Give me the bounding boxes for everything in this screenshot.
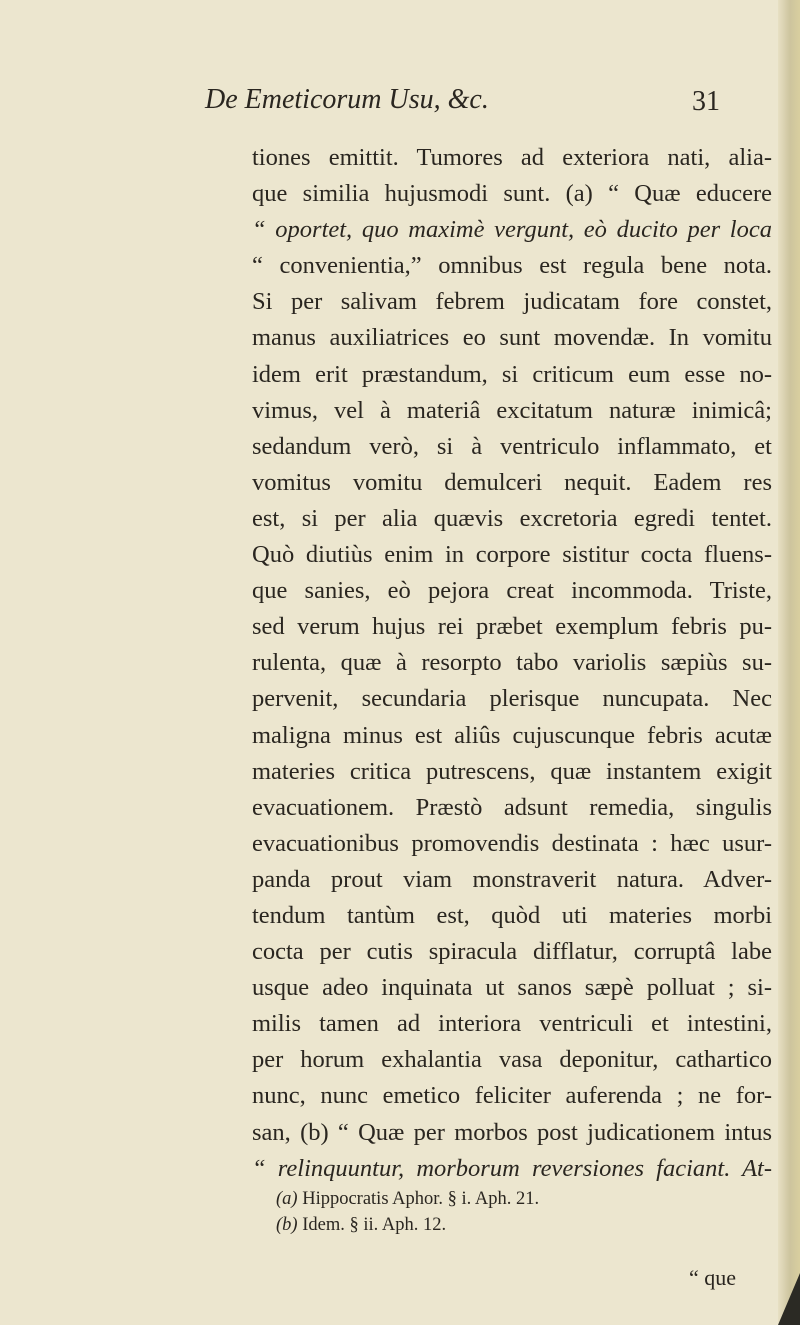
text-line: tiones emittit. Tumores ad exteriora nati, alia- xyxy=(252,144,772,171)
footnote-text: Idem. § ii. Aph. 12. xyxy=(302,1215,447,1235)
footnotes xyxy=(276,1186,696,1238)
text-line: “ oportet, quo maximè vergunt, eò ducito per loca xyxy=(252,216,772,244)
footnote xyxy=(276,1212,696,1238)
text-line: evacuationibus promovendis destinata : hæc usur- xyxy=(252,829,772,857)
text-line: tendum tantùm est, quòd uti materies morbi xyxy=(252,901,772,929)
text-line: vimus, vel à materiâ excitatum naturæ inimicâ; xyxy=(252,396,772,424)
text-line: maligna minus est aliûs cujuscunque febris acutæ xyxy=(252,721,772,749)
text-line: sed verum hujus rei præbet exemplum febris pu- xyxy=(252,613,772,641)
text-line: Si per salivam febrem judicatam fore constet, xyxy=(252,288,772,316)
text-line: “ relinquuntur, morborum reversiones faciant. At- xyxy=(252,1154,772,1182)
page-corner xyxy=(778,1273,800,1325)
text-line: rulenta, quæ à resorpto tabo variolis sæpiùs su- xyxy=(252,649,772,677)
running-head xyxy=(0,84,800,124)
text-line: idem erit præstandum, si criticum eum esse no- xyxy=(252,360,772,388)
text-line: manus auxiliatrices eo sunt movendæ. In vomitu xyxy=(252,324,772,352)
body-text xyxy=(252,140,772,1187)
text-line: san, (b) “ Quæ per morbos post judicationem intus xyxy=(252,1118,772,1146)
footnote-mark: (a) xyxy=(276,1189,298,1209)
footnote xyxy=(276,1186,696,1212)
text-line: materies critica putrescens, quæ instantem exigit xyxy=(252,757,772,785)
footnote-text: Hippocratis Aphor. § i. Aph. 21. xyxy=(302,1189,540,1209)
text-line: panda prout viam monstraverit natura. Adver- xyxy=(252,865,772,893)
page-edge-shadow xyxy=(778,0,800,1325)
text-line: usque adeo inquinata ut sanos sæpè polluat ; si- xyxy=(252,974,772,1002)
text-line: pervenit, secundaria plerisque nuncupata. Nec xyxy=(252,685,772,713)
text-line: que sanies, eò pejora creat incommoda. Triste, xyxy=(252,577,772,605)
text-line: vomitus vomitu demulceri nequit. Eadem res xyxy=(252,468,772,496)
footnote-mark: (b) xyxy=(276,1215,298,1235)
text-line: que similia hujusmodi sunt. (a) “ Quæ educere xyxy=(252,180,772,208)
text-line: “ convenientia,” omnibus est regula bene nota. xyxy=(252,252,772,280)
text-line: milis tamen ad interiora ventriculi et intestini, xyxy=(252,1010,772,1038)
text-line: per horum exhalantia vasa deponitur, cathartico xyxy=(252,1046,772,1074)
text-line: sedandum verò, si à ventriculo inflammato, et xyxy=(252,432,772,460)
text-line: cocta per cutis spiracula difflatur, corruptâ labe xyxy=(252,938,772,966)
catchword: “ que xyxy=(689,1265,737,1290)
text-line: Quò diutiùs enim in corpore sistitur cocta fluens- xyxy=(252,541,772,569)
page-number: 31 xyxy=(692,86,720,117)
text-line: nunc, nunc emetico feliciter auferenda ; ne for- xyxy=(252,1082,772,1110)
text-line: est, si per alia quævis excretoria egredi tentet. xyxy=(252,504,772,532)
running-head-title: De Emeticorum Usu, &c. xyxy=(205,84,489,115)
text-line: evacuationem. Præstò adsunt remedia, singulis xyxy=(252,793,772,821)
